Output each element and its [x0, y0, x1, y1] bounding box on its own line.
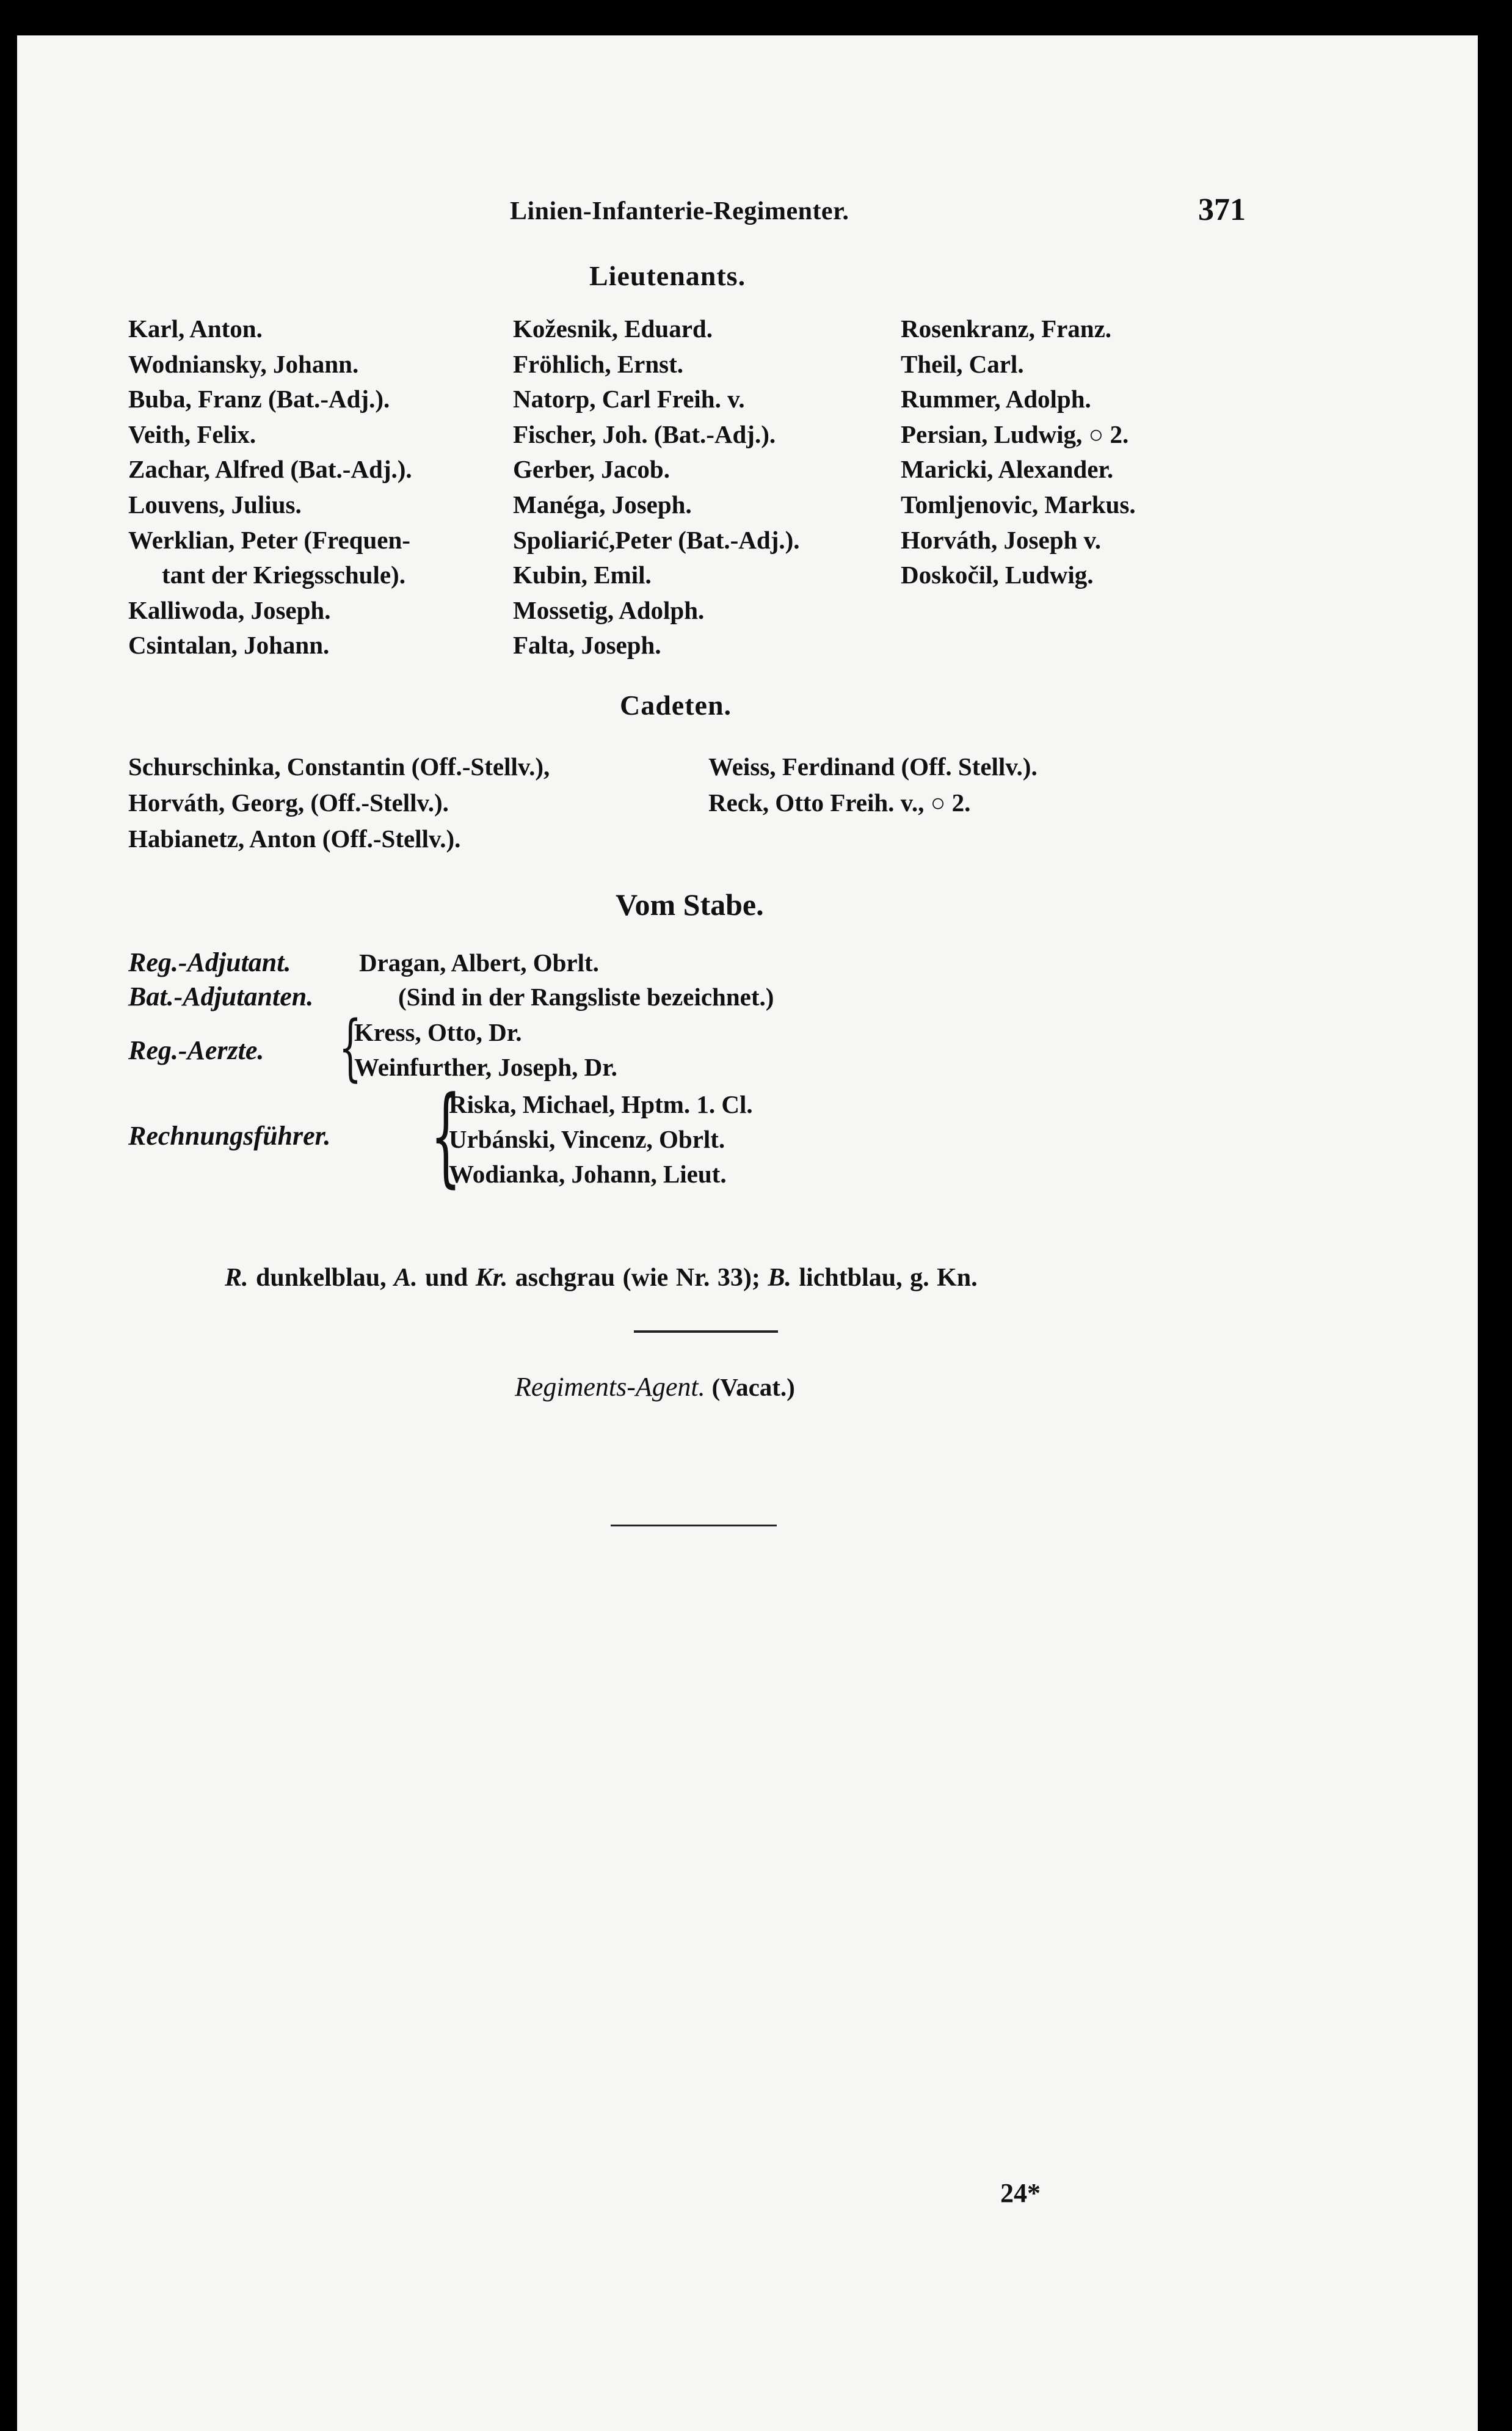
list-item: Rosenkranz, Franz. [901, 315, 1112, 343]
list-item: Horváth, Joseph v. [901, 525, 1102, 554]
list-item: Spoliarić,Peter (Bat.-Adj.). [513, 525, 800, 554]
uniform-a-label: A. [394, 1264, 418, 1292]
reg-aerzte-list [354, 1015, 617, 1085]
uniform-r-label: R. [225, 1264, 249, 1292]
signature-mark: 24* [1000, 2178, 1041, 2208]
list-item: Rummer, Adolph. [901, 385, 1091, 414]
lieutenants-column-3 [901, 312, 1136, 593]
cadeten-column-2 [708, 749, 1038, 821]
list-item: Horváth, Georg, (Off.-Stellv.). [128, 789, 449, 817]
list-item: Fischer, Joh. (Bat.-Adj.). [513, 420, 776, 448]
list-item: Kress, Otto, Dr. [354, 1018, 522, 1046]
uniform-und: und [425, 1264, 468, 1292]
list-item: Persian, Ludwig, ○ 2. [901, 420, 1129, 448]
divider [634, 1330, 778, 1333]
list-item: Zachar, Alfred (Bat.-Adj.). [128, 455, 412, 484]
list-item: Theil, Carl. [901, 349, 1024, 378]
list-item: Karl, Anton. [128, 315, 263, 343]
uniform-line [225, 1263, 978, 1292]
list-item: Kalliwoda, Joseph. [128, 596, 331, 624]
uniform-kr-text: aschgrau (wie Nr. 33); [515, 1264, 760, 1292]
lieutenants-column-2 [513, 312, 800, 663]
list-item: Louvens, Julius. [128, 490, 302, 519]
list-item: Fröhlich, Ernst. [513, 349, 684, 378]
list-item: Gerber, Jacob. [513, 455, 670, 484]
list-item: Riska, Michael, Hptm. 1. Cl. [449, 1090, 753, 1118]
agent-label: Regiments-Agent. [515, 1372, 705, 1402]
bat-adjutanten-label: Bat.-Adjutanten. [128, 982, 314, 1011]
list-item: Kubin, Emil. [513, 561, 652, 589]
list-item: Schurschinka, Constantin (Off.-Stellv.), [128, 753, 550, 781]
lieutenants-column-1 [128, 312, 412, 663]
bat-adjutanten-value: (Sind in der Rangsliste bezeichnet.) [398, 983, 774, 1011]
section-title-cadeten: Cadeten. [620, 690, 732, 721]
uniform-b-text: lichtblau, g. Kn. [799, 1264, 978, 1292]
uniform-r-text: dunkelblau, [256, 1264, 387, 1292]
running-title: Linien-Infanterie-Regimenter. [510, 197, 849, 225]
list-item: Wodniansky, Johann. [128, 349, 359, 378]
list-item: Wodianka, Johann, Lieut. [449, 1160, 727, 1188]
section-title-lieutenants: Lieutenants. [589, 260, 746, 291]
rechnungsfuehrer-label: Rechnungsführer. [128, 1121, 331, 1151]
end-rule [611, 1525, 777, 1526]
rechnungsfuehrer-list [449, 1087, 753, 1192]
section-title-stab: Vom Stabe. [616, 887, 764, 922]
reg-adjutant-label: Reg.-Adjutant. [128, 947, 291, 977]
list-item: Urbánski, Vincenz, Obrlt. [449, 1125, 725, 1153]
list-item: Csintalan, Johann. [128, 631, 330, 660]
uniform-kr-label: Kr. [475, 1264, 508, 1292]
list-item: Kožesnik, Eduard. [513, 315, 713, 343]
list-item: Tomljenovic, Markus. [901, 490, 1136, 519]
brace-icon: { [338, 1005, 362, 1089]
list-item: Habianetz, Anton (Off.-Stellv.). [128, 825, 461, 853]
list-item: Werklian, Peter (Frequen- [128, 525, 410, 554]
list-item: Natorp, Carl Freih. v. [513, 385, 745, 414]
list-item: Veith, Felix. [128, 420, 256, 448]
brace-icon: { [430, 1073, 462, 1198]
list-item: Weiss, Ferdinand (Off. Stellv.). [708, 753, 1038, 781]
reg-aerzte-label: Reg.-Aerzte. [128, 1035, 264, 1065]
list-item: Maricki, Alexander. [901, 455, 1114, 484]
agent-line [515, 1371, 795, 1402]
list-item: Manéga, Joseph. [513, 490, 692, 519]
reg-adjutant-value: Dragan, Albert, Obrlt. [359, 949, 599, 977]
uniform-b-label: B. [768, 1264, 791, 1292]
list-item: Weinfurther, Joseph, Dr. [354, 1053, 617, 1081]
list-item: Doskočil, Ludwig. [901, 561, 1094, 589]
list-item: Reck, Otto Freih. v., ○ 2. [708, 789, 971, 817]
list-item: Mossetig, Adolph. [513, 596, 705, 624]
cadeten-column-1 [128, 749, 550, 857]
list-item: Falta, Joseph. [513, 631, 661, 660]
list-item: Buba, Franz (Bat.-Adj.). [128, 385, 390, 414]
list-item: tant der Kriegsschule). [162, 561, 405, 589]
agent-value: (Vacat.) [711, 1373, 795, 1401]
page-number: 371 [1198, 192, 1246, 227]
